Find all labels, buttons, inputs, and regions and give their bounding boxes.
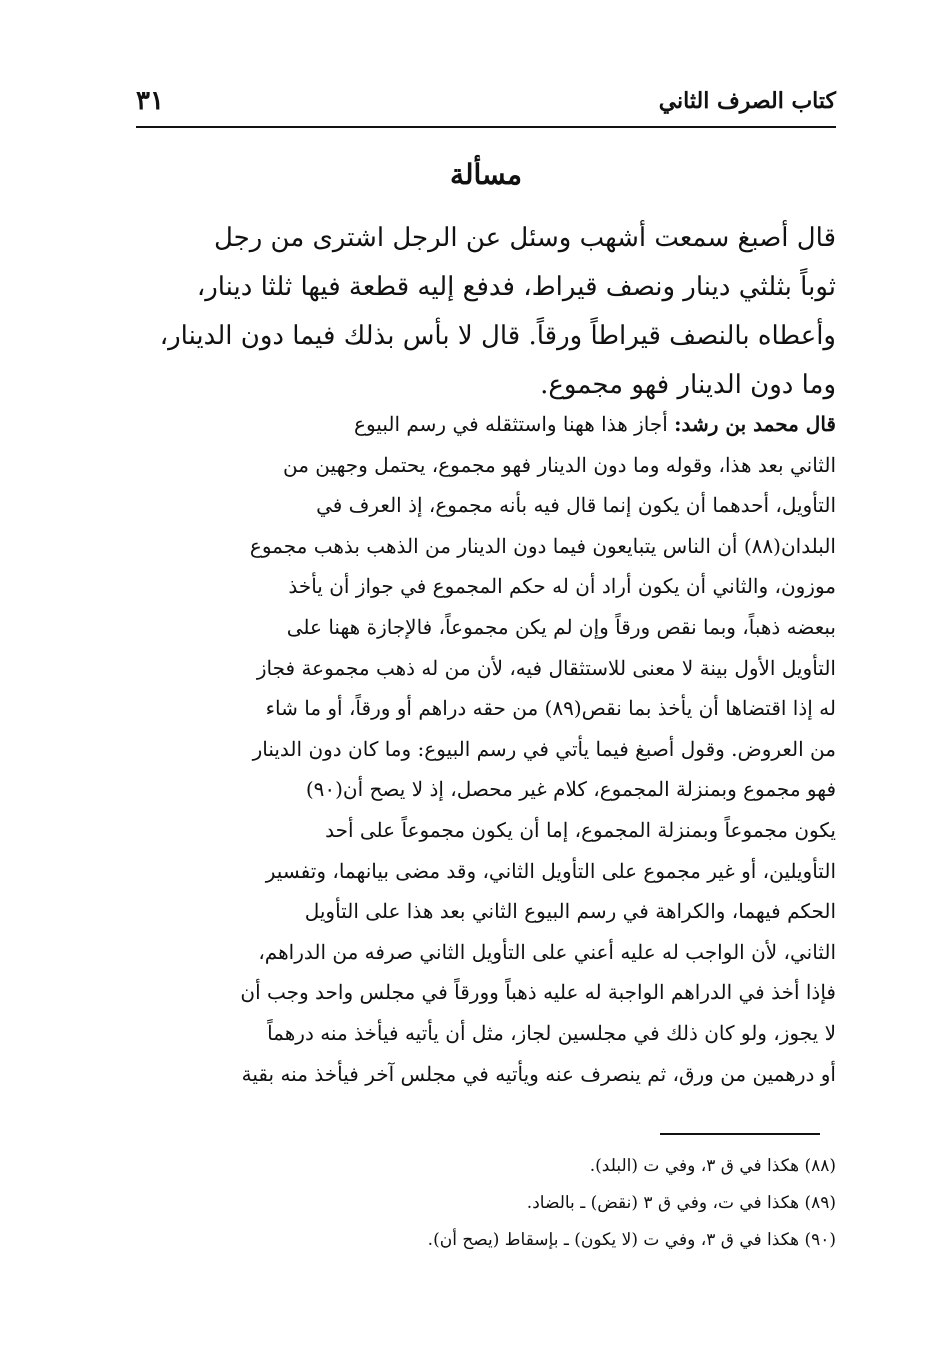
commentary-line: فإذا أخذ في الدراهم الواجبة له عليه ذهباً وورقاً في مجلس واحد وجب أن <box>240 980 836 1005</box>
footnotes <box>136 1148 836 1259</box>
footnote-88: (٨٨) هكذا في ق ٣، وفي ت (البلد). <box>589 1156 836 1176</box>
running-title: كتاب الصرف الثاني <box>658 88 836 114</box>
speaker-label: قال محمد بن رشد: <box>674 412 836 436</box>
commentary-paragraph <box>136 404 836 1094</box>
question-line: وأعطاه بالنصف قيراطاً ورقاً. قال لا بأس بذلك فيما دون الدينار، <box>159 321 836 351</box>
question-paragraph <box>136 214 836 410</box>
commentary-line: لا يجوز، ولو كان ذلك في مجلسين لجاز، مثل أن يأتيه فيأخذ منه درهماً <box>267 1020 836 1045</box>
question-line: ثوباً بثلثي دينار ونصف قيراط، فدفع إليه قطعة فيها ثلثا دينار، <box>196 272 836 302</box>
commentary-line: يكون مجموعاً وبمنزلة المجموع، إما أن يكون مجموعاً على أحد <box>325 817 836 842</box>
commentary-line: التأويلين، أو غير مجموع على التأويل الثاني، وقد مضى بيانهما، وتفسير <box>265 858 836 883</box>
page-header <box>136 86 836 126</box>
commentary-line: له إذا اقتضاها أن يأخذ بما نقص(٨٩) من حقه دراهم أو ورقاً، أو ما شاء <box>265 696 836 721</box>
footnote-90: (٩٠) هكذا في ق ٣، وفي ت (لا يكون) ـ بإسقاط (يصح أن). <box>427 1230 836 1250</box>
commentary-line: من العروض. وقول أصبغ فيما يأتي في رسم البيوع: وما كان دون الدينار <box>252 736 836 761</box>
commentary-line: الثاني، لأن الواجب له عليه أعني على التأويل الثاني صرفه من الدراهم، <box>258 939 836 964</box>
commentary-line: موزون، والثاني أن يكون أراد أن له حكم المجموع في جواز أن يأخذ <box>288 574 836 599</box>
question-line: قال أصبغ سمعت أشهب وسئل عن الرجل اشترى من رجل <box>213 223 836 253</box>
footnote-89: (٨٩) هكذا في ت، وفي ق ٣ (نقض) ـ بالضاد. <box>526 1193 836 1213</box>
commentary-first-line-text: أجاز هذا ههنا واستثقله في رسم البيوع <box>354 412 668 436</box>
commentary-line: أو درهمين من ورق، ثم ينصرف عنه ويأتيه في مجلس آخر فيأخذ منه بقية <box>241 1061 836 1086</box>
commentary-line: التأويل، أحدهما أن يكون إنما قال فيه بأنه مجموع، إذ العرف في <box>316 493 836 518</box>
commentary-line: فهو مجموع وبمنزلة المجموع، كلام غير محصل، إذ لا يصح أن(٩٠) <box>305 777 836 802</box>
page-number: ٣١ <box>136 86 164 116</box>
commentary-line <box>136 404 836 445</box>
commentary-line: ببعضه ذهباً، وبما نقص ورقاً وإن لم يكن مجموعاً، فالإجازة ههنا على <box>286 614 836 639</box>
commentary-line: التأويل الأول بينة لا معنى للاستثقال فيه، لأن من له ذهب مجموعة فجاز <box>256 655 836 680</box>
commentary-line: الثاني بعد هذا، وقوله وما دون الدينار فهو مجموع، يحتمل وجهين من <box>283 452 836 477</box>
commentary-line: الحكم فيهما، والكراهة في رسم البيوع الثاني بعد هذا على التأويل <box>304 899 836 924</box>
footnote-rule <box>660 1133 820 1135</box>
header-rule <box>136 126 836 128</box>
question-line: وما دون الدينار فهو مجموع. <box>540 370 836 400</box>
commentary-line: البلدان(٨٨) أن الناس يتبايعون فيما دون الدينار من الذهب بذهب مجموع <box>249 533 836 558</box>
section-heading: مسألة <box>449 158 523 191</box>
